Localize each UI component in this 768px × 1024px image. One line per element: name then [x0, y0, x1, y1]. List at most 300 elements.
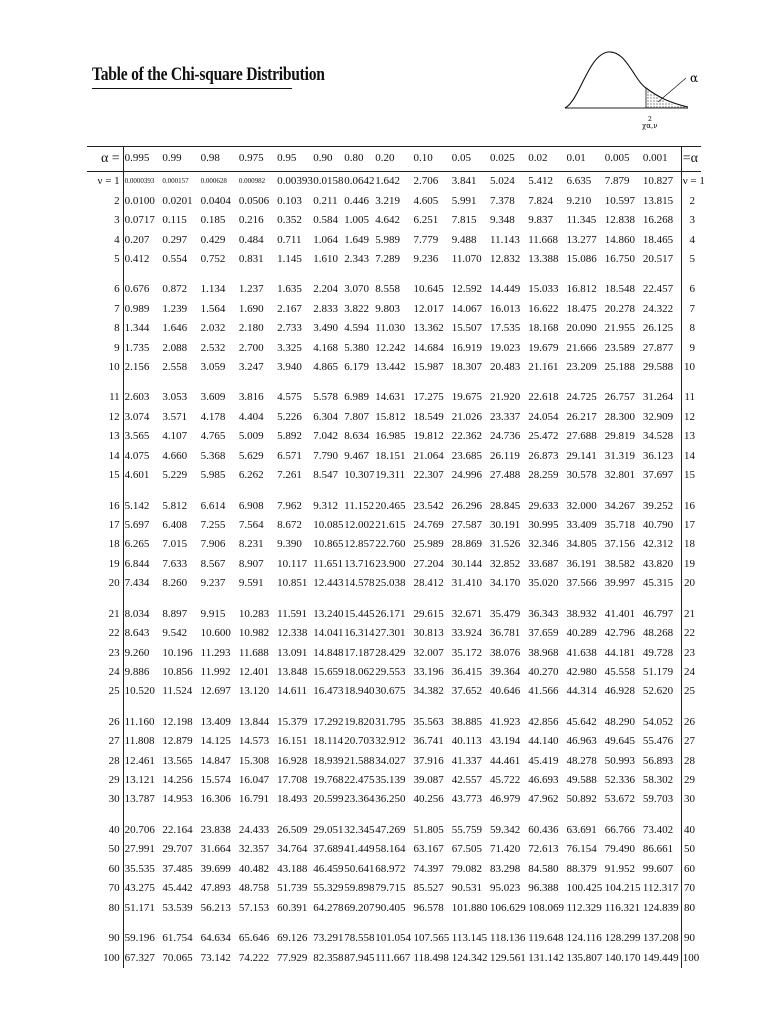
- value-cell: 33.924: [451, 627, 482, 640]
- df-cell: 21: [87, 605, 123, 624]
- value-cell: 0.484: [238, 233, 264, 246]
- value-cell: 25.038: [375, 577, 406, 590]
- value-cell: 0.00393: [277, 175, 313, 188]
- value-cell: 20.599: [313, 793, 344, 806]
- value-cell: 9.886: [124, 665, 150, 678]
- value-cell: 11.591: [277, 607, 307, 620]
- df-cell: 14: [87, 447, 123, 466]
- df-cell-right: 11: [681, 388, 701, 407]
- value-cell: 12.832: [489, 252, 521, 265]
- spacer-cell: [87, 485, 123, 496]
- df-cell: 6: [87, 280, 123, 299]
- value-cell: 27.204: [413, 557, 444, 570]
- value-cell: 49.728: [642, 646, 674, 659]
- value-cell: 39.087: [413, 774, 444, 787]
- value-cell: 28.412: [413, 577, 444, 590]
- value-cell: 31.319: [604, 449, 635, 462]
- value-cell: 35.172: [451, 646, 482, 659]
- value-cell: 18.548: [604, 283, 635, 296]
- value-cell: 13.240: [313, 607, 344, 620]
- df-cell: 18: [87, 535, 123, 554]
- value-cell: 7.434: [124, 577, 150, 590]
- value-cell: 30.813: [413, 627, 444, 640]
- spacer-cell: [451, 918, 489, 929]
- value-cell: 10.597: [604, 194, 635, 207]
- value-cell: 4.178: [200, 410, 226, 423]
- spacer-cell: [527, 918, 565, 929]
- value-cell: 34.267: [604, 499, 635, 512]
- value-cell: 37.697: [642, 469, 674, 482]
- value-cell: 0.115: [162, 214, 187, 227]
- spacer-cell: [565, 810, 603, 821]
- alpha-pointer: [658, 78, 686, 102]
- value-cell: 7.255: [200, 519, 226, 531]
- spacer-cell: [87, 810, 123, 821]
- group-spacer: [87, 918, 701, 929]
- value-cell: 0.207: [124, 233, 150, 246]
- spacer-cell: [312, 269, 343, 280]
- value-cell: 0.0158: [313, 175, 344, 188]
- value-cell: 1.237: [238, 283, 264, 296]
- value-cell: 0.429: [200, 233, 226, 246]
- df-cell-right: 27: [681, 732, 701, 751]
- value-cell: 72.613: [528, 843, 559, 856]
- value-cell: 42.980: [566, 665, 597, 678]
- alpha-header: 0.05: [451, 147, 489, 172]
- value-cell: 20.278: [604, 302, 635, 315]
- value-cell: 50.641: [344, 862, 375, 875]
- value-cell: 24.433: [238, 823, 270, 836]
- value-cell: 31.526: [489, 538, 521, 551]
- df-cell-right: 25: [681, 682, 701, 701]
- value-cell: 118.136: [489, 932, 526, 945]
- value-cell: 22.618: [528, 391, 559, 404]
- value-cell: 51.179: [642, 665, 674, 678]
- spacer-cell: [681, 918, 701, 929]
- value-cell: 78.558: [344, 932, 375, 945]
- df-cell-right: 24: [681, 663, 701, 682]
- alpha-header: 0.975: [238, 147, 276, 172]
- alpha-header: 0.90: [312, 147, 343, 172]
- value-cell: 41.638: [566, 646, 597, 659]
- spacer-cell: [451, 702, 489, 713]
- spacer-cell: [123, 918, 161, 929]
- value-cell: 39.699: [200, 862, 231, 875]
- value-cell: 27.991: [124, 843, 155, 856]
- df-cell: 15: [87, 466, 123, 485]
- df-cell-right: 6: [681, 280, 701, 299]
- alpha-header-right: =α: [681, 147, 701, 172]
- spacer-cell: [565, 485, 603, 496]
- df-cell: 4: [87, 230, 123, 249]
- value-cell: 29.553: [375, 665, 406, 678]
- spacer-cell: [604, 702, 642, 713]
- value-cell: 106.629: [489, 901, 526, 914]
- value-cell: 14.449: [489, 283, 521, 296]
- df-cell-right: 19: [681, 555, 701, 574]
- value-cell: 7.015: [162, 538, 188, 551]
- table-row: [87, 172, 701, 192]
- value-cell: 32.345: [344, 823, 375, 836]
- value-cell: 2.088: [162, 341, 188, 354]
- value-cell: 32.007: [413, 646, 444, 659]
- df-cell: 3: [87, 211, 123, 230]
- alpha-header: 0.98: [200, 147, 238, 172]
- df-cell-right: 13: [681, 427, 701, 446]
- value-cell: 18.493: [277, 793, 308, 806]
- value-cell: 1.646: [162, 322, 188, 335]
- table-row: [87, 840, 701, 859]
- value-cell: 16.151: [277, 735, 308, 748]
- value-cell: 55.759: [451, 823, 482, 836]
- value-cell: 4.660: [162, 449, 188, 462]
- value-cell: 1.649: [344, 233, 370, 246]
- value-cell: 79.715: [375, 882, 406, 895]
- value-cell: 6.179: [344, 361, 370, 374]
- table-row: [87, 211, 701, 230]
- value-cell: 32.000: [566, 499, 597, 512]
- table-row: [87, 358, 701, 377]
- value-cell: 16.985: [375, 430, 406, 443]
- spacer-cell: [527, 810, 565, 821]
- spacer-cell: [123, 485, 161, 496]
- df-cell: 30: [87, 790, 123, 809]
- spacer-cell: [489, 269, 527, 280]
- value-cell: 13.362: [413, 322, 444, 335]
- spacer-cell: [374, 702, 412, 713]
- value-cell: 22.307: [413, 469, 444, 482]
- value-cell: 30.995: [528, 519, 559, 531]
- value-cell: 1.635: [277, 283, 302, 296]
- spacer-cell: [642, 810, 681, 821]
- alpha-header: 0.95: [276, 147, 312, 172]
- value-cell: 51.171: [124, 901, 155, 914]
- value-cell: 36.415: [451, 665, 482, 678]
- spacer-cell: [343, 485, 374, 496]
- value-cell: 7.824: [528, 194, 553, 207]
- value-cell: 36.191: [566, 557, 597, 570]
- value-cell: 6.304: [313, 410, 339, 423]
- value-cell: 26.217: [566, 410, 597, 423]
- value-cell: 9.312: [313, 499, 339, 512]
- value-cell: 4.575: [277, 391, 302, 404]
- value-cell: 18.062: [344, 665, 375, 678]
- value-cell: 0.352: [277, 214, 302, 227]
- table-row: [87, 643, 701, 662]
- value-cell: 56.893: [642, 754, 674, 767]
- value-cell: 0.216: [238, 214, 264, 227]
- chi-square-table: [87, 146, 705, 968]
- spacer-cell: [87, 377, 123, 388]
- df-cell: 10: [87, 358, 123, 377]
- table-row: [87, 408, 701, 427]
- spacer-cell: [451, 594, 489, 605]
- group-spacer: [87, 594, 701, 605]
- value-cell: 18.939: [313, 754, 344, 767]
- spacer-cell: [527, 594, 565, 605]
- spacer-cell: [200, 810, 238, 821]
- value-cell: 22.457: [642, 283, 674, 296]
- value-cell: 9.260: [124, 646, 150, 659]
- value-cell: 6.635: [566, 175, 592, 188]
- value-cell: 14.578: [344, 577, 375, 590]
- spacer-cell: [642, 485, 681, 496]
- value-cell: 29.141: [566, 449, 597, 462]
- value-cell: 63.691: [566, 823, 597, 836]
- value-cell: 14.848: [313, 646, 344, 659]
- value-cell: 10.856: [162, 665, 193, 678]
- value-cell: 0.0717: [124, 214, 155, 227]
- value-cell: 67.327: [124, 951, 155, 964]
- value-cell: 59.196: [124, 932, 155, 945]
- value-cell: 82.358: [313, 951, 344, 964]
- value-cell: 4.765: [200, 430, 226, 443]
- value-cell: 5.578: [313, 391, 339, 404]
- value-cell: 61.754: [162, 932, 193, 945]
- table-row: [87, 682, 701, 701]
- value-cell: 0.0642: [344, 175, 375, 188]
- spacer-cell: [161, 377, 199, 388]
- table-row: [87, 388, 701, 407]
- spacer-cell: [565, 702, 603, 713]
- value-cell: 11.152: [344, 499, 375, 512]
- value-cell: 23.542: [413, 499, 444, 512]
- df-cell: 28: [87, 752, 123, 771]
- value-cell: 79.082: [451, 862, 482, 875]
- spacer-cell: [413, 594, 451, 605]
- df-cell: 2: [87, 192, 123, 211]
- spacer-cell: [276, 594, 312, 605]
- value-cell: 36.123: [642, 449, 674, 462]
- value-cell: 5.142: [124, 499, 150, 512]
- value-cell: 27.488: [489, 469, 521, 482]
- spacer-cell: [565, 918, 603, 929]
- value-cell: 16.750: [604, 252, 635, 265]
- value-cell: 18.475: [566, 302, 597, 315]
- value-cell: 24.996: [451, 469, 482, 482]
- spacer-cell: [87, 269, 123, 280]
- spacer-cell: [413, 485, 451, 496]
- value-cell: 11.160: [124, 715, 155, 728]
- value-cell: 7.790: [313, 449, 339, 462]
- chi-square-density-graphic: [560, 40, 710, 140]
- value-cell: 28.869: [451, 538, 482, 551]
- table-row: [87, 250, 701, 269]
- spacer-cell: [374, 377, 412, 388]
- spacer-cell: [343, 377, 374, 388]
- value-cell: 79.490: [604, 843, 635, 856]
- value-cell: 48.290: [604, 715, 635, 728]
- value-cell: 35.020: [528, 577, 559, 590]
- table-row: [87, 230, 701, 249]
- value-cell: 5.380: [344, 341, 370, 354]
- value-cell: 48.268: [642, 627, 674, 640]
- value-cell: 58.164: [375, 843, 406, 856]
- value-cell: 42.796: [604, 627, 635, 640]
- value-cell: 12.697: [200, 685, 231, 698]
- spacer-cell: [312, 918, 343, 929]
- value-cell: 8.547: [313, 469, 339, 482]
- spacer-cell: [374, 594, 412, 605]
- alpha-header: 0.025: [489, 147, 527, 172]
- value-cell: 14.041: [313, 627, 344, 640]
- value-cell: 5.991: [451, 194, 477, 207]
- value-cell: 95.023: [489, 882, 521, 895]
- spacer-cell: [238, 702, 276, 713]
- value-cell: 8.907: [238, 557, 264, 570]
- value-cell: 60.391: [277, 901, 308, 914]
- value-cell: 45.419: [528, 754, 559, 767]
- df-cell: 50: [87, 840, 123, 859]
- value-cell: 19.679: [528, 341, 559, 354]
- value-cell: 30.144: [451, 557, 482, 570]
- value-cell: 1.239: [162, 302, 188, 315]
- value-cell: 18.549: [413, 410, 444, 423]
- value-cell: 21.666: [566, 341, 597, 354]
- spacer-cell: [161, 594, 199, 605]
- value-cell: 5.229: [162, 469, 188, 482]
- value-cell: 46.693: [528, 774, 559, 787]
- df-cell: 13: [87, 427, 123, 446]
- value-cell: 45.642: [566, 715, 597, 728]
- value-cell: 12.002: [344, 519, 375, 531]
- value-cell: 2.180: [238, 322, 264, 335]
- spacer-cell: [489, 702, 527, 713]
- value-cell: 1.564: [200, 302, 226, 315]
- value-cell: 38.076: [489, 646, 521, 659]
- value-cell: 13.815: [642, 194, 674, 207]
- spacer-cell: [276, 269, 312, 280]
- value-cell: 44.461: [489, 754, 521, 767]
- value-cell: 12.443: [313, 577, 344, 590]
- value-cell: 19.675: [451, 391, 482, 404]
- df-cell: 24: [87, 663, 123, 682]
- value-cell: 3.059: [200, 361, 226, 374]
- value-cell: 0.000628: [200, 177, 227, 186]
- value-cell: 7.633: [162, 557, 188, 570]
- value-cell: 13.716: [344, 557, 375, 570]
- value-cell: 9.210: [566, 194, 592, 207]
- value-cell: 17.292: [313, 715, 344, 728]
- value-cell: 43.194: [489, 735, 521, 748]
- df-cell-right: 100: [681, 948, 701, 968]
- table-row: [87, 732, 701, 751]
- value-cell: 13.848: [277, 665, 308, 678]
- value-cell: 3.053: [162, 391, 188, 404]
- value-cell: 56.213: [200, 901, 231, 914]
- value-cell: 12.017: [413, 302, 444, 315]
- df-cell-right: 50: [681, 840, 701, 859]
- value-cell: 35.718: [604, 519, 635, 531]
- value-cell: 38.885: [451, 715, 482, 728]
- value-cell: 32.357: [238, 843, 270, 856]
- value-cell: 51.805: [413, 823, 444, 836]
- value-cell: 34.382: [413, 685, 444, 698]
- value-cell: 107.565: [413, 932, 450, 945]
- value-cell: 124.839: [642, 901, 679, 914]
- value-cell: 135.807: [566, 951, 603, 964]
- spacer-cell: [451, 810, 489, 821]
- value-cell: 14.125: [200, 735, 231, 748]
- value-cell: 40.790: [642, 519, 674, 531]
- spacer-cell: [681, 594, 701, 605]
- value-cell: 101.880: [451, 901, 488, 914]
- table-row: [87, 300, 701, 319]
- table-row: [87, 466, 701, 485]
- df-cell: 40: [87, 821, 123, 840]
- value-cell: 6.571: [277, 449, 302, 462]
- value-cell: 10.645: [413, 283, 444, 296]
- spacer-cell: [238, 485, 276, 496]
- spacer-cell: [565, 594, 603, 605]
- value-cell: 16.268: [642, 214, 674, 227]
- spacer-cell: [642, 702, 681, 713]
- spacer-cell: [489, 594, 527, 605]
- value-cell: 16.622: [528, 302, 559, 315]
- value-cell: 11.070: [451, 252, 482, 265]
- value-cell: 9.348: [489, 214, 515, 227]
- value-cell: 39.364: [489, 665, 521, 678]
- value-cell: 87.945: [344, 951, 375, 964]
- table-row: [87, 898, 701, 917]
- value-cell: 23.209: [566, 361, 597, 374]
- spacer-cell: [123, 702, 161, 713]
- spacer-cell: [238, 269, 276, 280]
- value-cell: 41.337: [451, 754, 482, 767]
- value-cell: 59.898: [344, 882, 375, 895]
- value-cell: 14.953: [162, 793, 193, 806]
- df-cell-right: ν = 1: [681, 172, 701, 192]
- value-cell: 0.554: [162, 252, 188, 265]
- value-cell: 7.879: [604, 175, 630, 188]
- spacer-cell: [161, 810, 199, 821]
- value-cell: 0.0404: [200, 194, 231, 207]
- value-cell: 37.156: [604, 538, 635, 551]
- spacer-cell: [642, 269, 681, 280]
- value-cell: 10.117: [277, 557, 307, 570]
- value-cell: 59.342: [489, 823, 521, 836]
- value-cell: 39.997: [604, 577, 635, 590]
- value-cell: 23.900: [375, 557, 406, 570]
- value-cell: 26.509: [277, 823, 308, 836]
- value-cell: 11.808: [124, 735, 155, 748]
- value-cell: 15.033: [528, 283, 559, 296]
- spacer-cell: [451, 485, 489, 496]
- value-cell: 29.819: [604, 430, 635, 443]
- spacer-cell: [312, 702, 343, 713]
- value-cell: 9.390: [277, 538, 302, 551]
- value-cell: 30.191: [489, 519, 521, 531]
- value-cell: 4.075: [124, 449, 150, 462]
- value-cell: 13.388: [528, 252, 559, 265]
- value-cell: 7.042: [313, 430, 339, 443]
- value-cell: 24.736: [489, 430, 521, 443]
- value-cell: 9.488: [451, 233, 477, 246]
- alpha-header: 0.10: [413, 147, 451, 172]
- value-cell: 31.795: [375, 715, 406, 728]
- df-cell: 17: [87, 516, 123, 535]
- value-cell: 88.379: [566, 862, 597, 875]
- value-cell: 42.856: [528, 715, 559, 728]
- value-cell: 8.034: [124, 607, 150, 620]
- value-cell: 46.459: [313, 862, 344, 875]
- value-cell: 21.588: [344, 754, 375, 767]
- value-cell: 2.558: [162, 361, 188, 374]
- spacer-cell: [527, 377, 565, 388]
- value-cell: 70.065: [162, 951, 193, 964]
- spacer-cell: [312, 810, 343, 821]
- value-cell: 16.791: [238, 793, 270, 806]
